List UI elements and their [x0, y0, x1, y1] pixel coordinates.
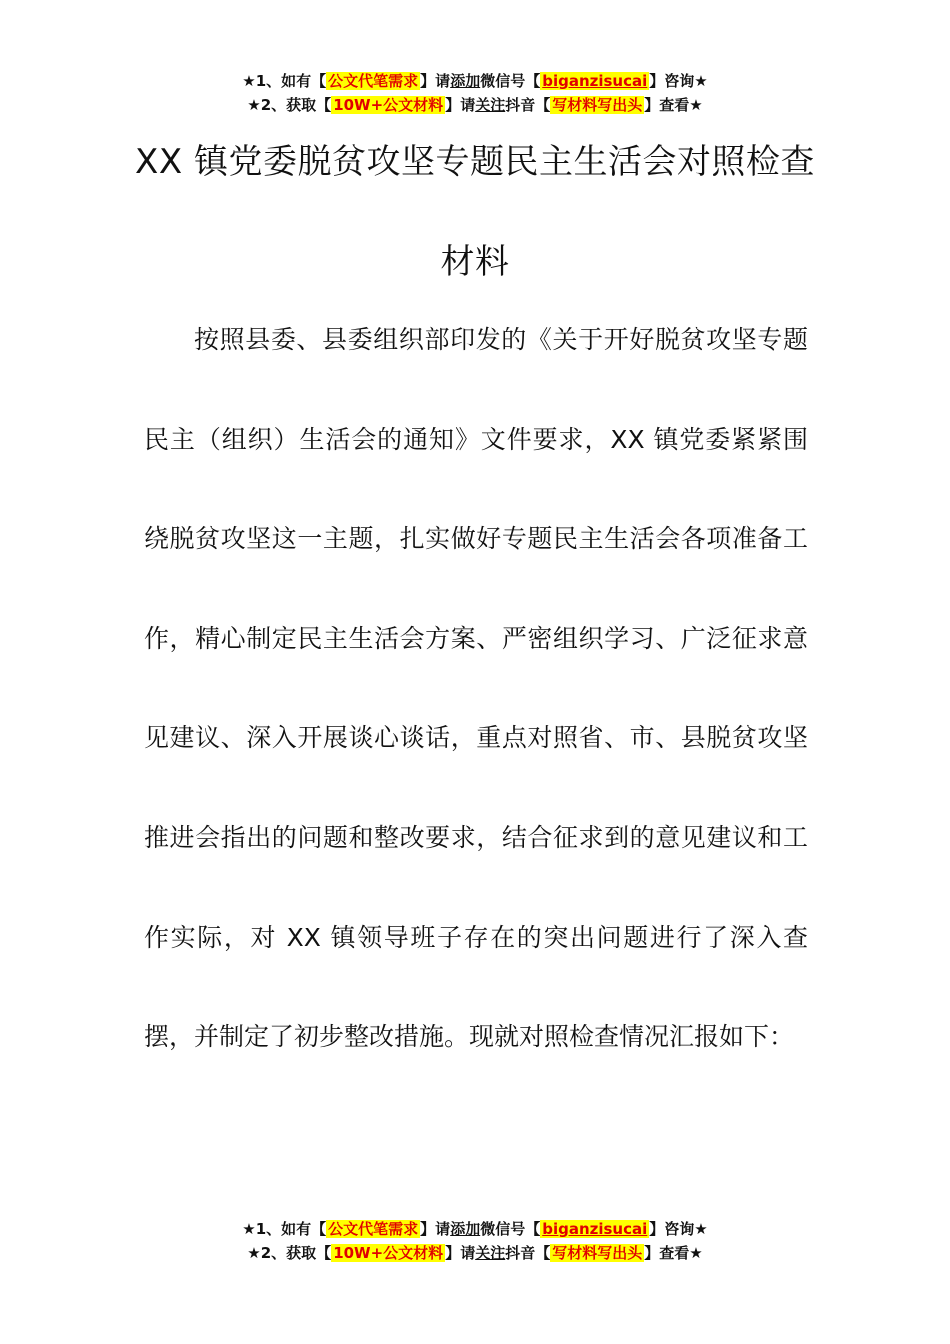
promo-wechat-id: biganzisucai [542, 72, 648, 90]
promo-text: 】查看★ [644, 1244, 703, 1262]
promo-text: 抖音【 [505, 96, 551, 114]
body-paragraph: 按照县委、县委组织部印发的《关于开好脱贫攻坚专题民主（组织）生活会的通知》文件要求，XX 镇党委紧紧围绕脱贫攻坚这一主题，扎实做好专题民主生活会各项准备工作，精心制定民主生活会方案、严密组织学习、广泛征求意见建议、深入开展谈心谈话，重点对照省、市、县脱贫攻坚推进会指出的问题和整改要求，结合征求到的意见建议和工作实际，对 XX 镇领导班子存在的突出问题进行了深入查摆，并制定了初步整改措施。现就对照检查情况汇报如下： [144, 325, 808, 1052]
promo-text: 微信号【 [480, 1220, 541, 1238]
promo-line-2 [0, 1241, 950, 1265]
promo-line-1 [0, 1217, 950, 1241]
promo-text: ★1、如有【 [242, 72, 327, 90]
promo-emphasis: 添加 [450, 1220, 481, 1238]
promo-text: 】查看★ [644, 96, 703, 114]
promo-emphasis: 添加 [450, 72, 481, 90]
promo-text: 抖音【 [505, 1244, 551, 1262]
promo-emphasis: 关注 [475, 1244, 506, 1262]
promo-text: 】请 [420, 1220, 451, 1238]
promo-emphasis: 关注 [475, 96, 506, 114]
promo-footer [0, 1217, 950, 1265]
promo-highlight-materials: 10W+公文材料 [333, 1244, 444, 1262]
promo-text: ★2、获取【 [247, 1244, 332, 1262]
promo-wechat-id: biganzisucai [542, 1220, 648, 1238]
promo-douyin-account: 写材料写出头 [552, 1244, 643, 1262]
promo-text: 】请 [420, 72, 451, 90]
promo-header [0, 69, 950, 117]
promo-douyin-account: 写材料写出头 [552, 96, 643, 114]
promo-text: 】咨询★ [649, 1220, 708, 1238]
promo-text: 微信号【 [480, 72, 541, 90]
promo-text: 】咨询★ [649, 72, 708, 90]
promo-highlight-service: 公文代笔需求 [328, 72, 419, 90]
promo-text: 】请 [445, 96, 476, 114]
promo-text: ★2、获取【 [247, 96, 332, 114]
promo-text: ★1、如有【 [242, 1220, 327, 1238]
promo-line-1 [0, 69, 950, 93]
promo-highlight-materials: 10W+公文材料 [333, 96, 444, 114]
promo-highlight-service: 公文代笔需求 [328, 1220, 419, 1238]
document-title: XX 镇党委脱贫攻坚专题民主生活会对照检查材料 [135, 142, 815, 282]
promo-text: 】请 [445, 1244, 476, 1262]
